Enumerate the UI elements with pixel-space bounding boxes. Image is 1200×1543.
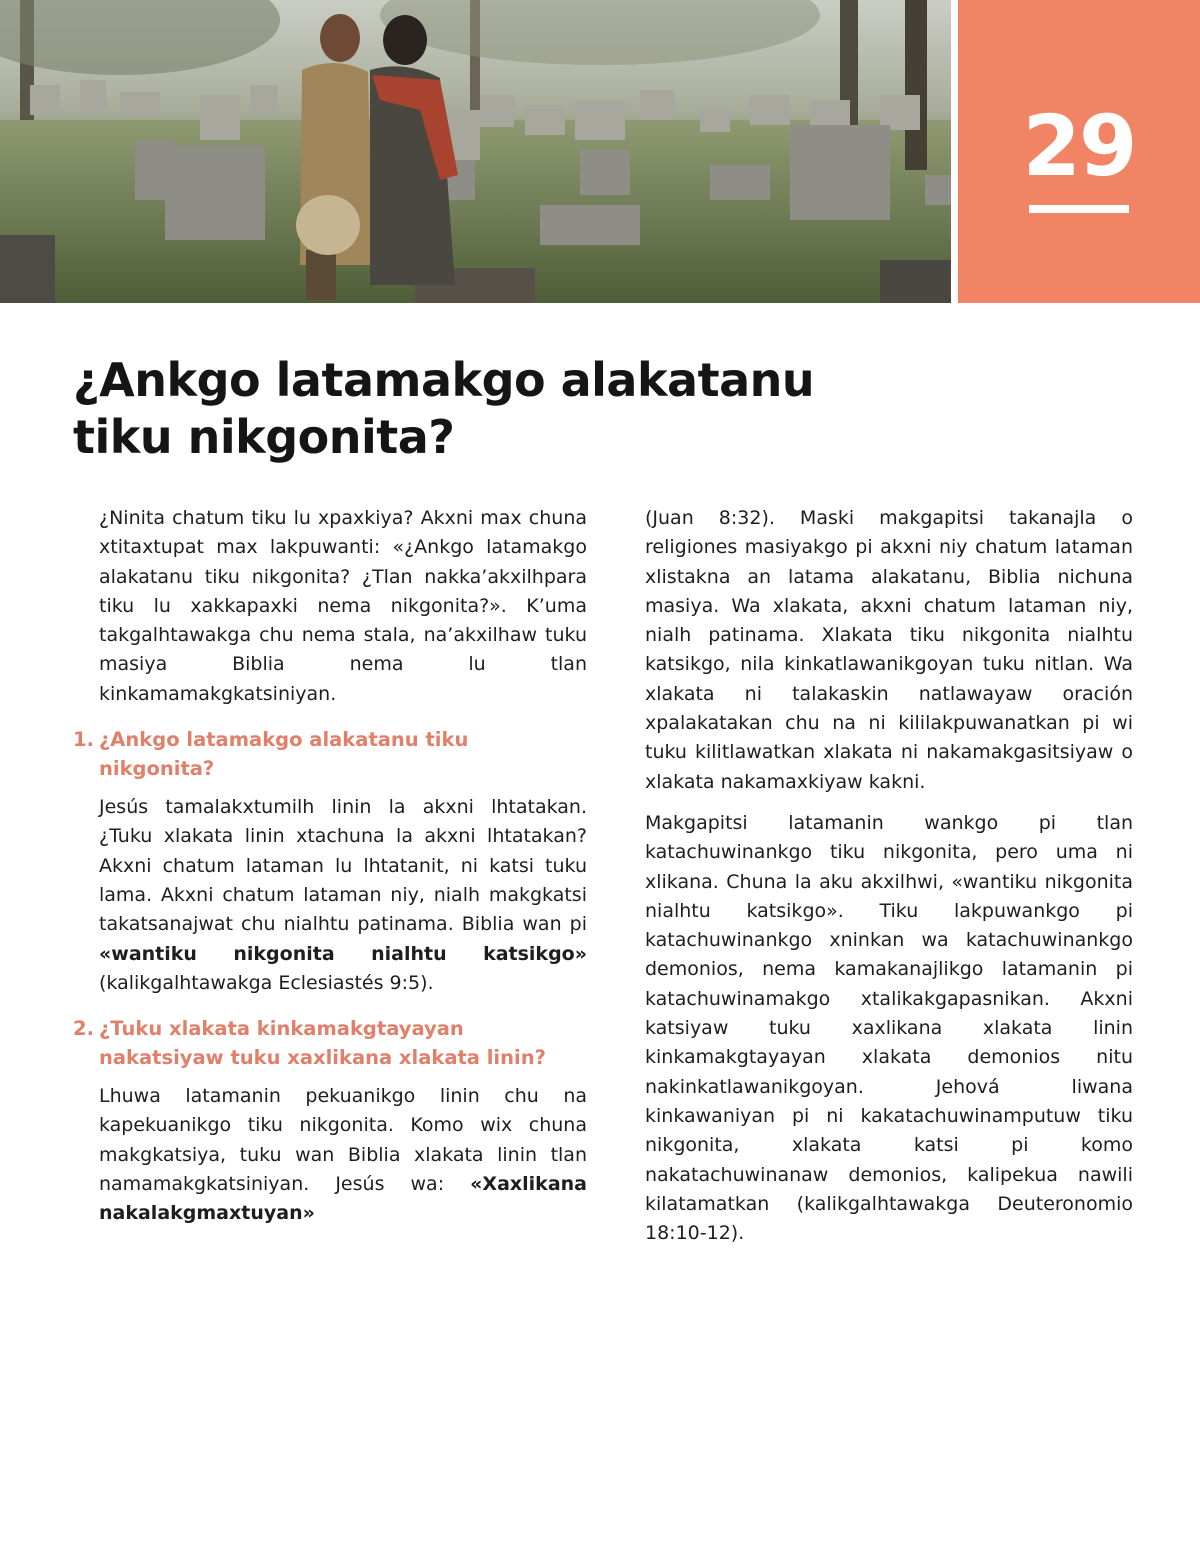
intro-paragraph: ¿Ninita chatum tiku lu xpaxkiya? Akxni max chuna xtitaxtupat max lakpuwanti: «¿Ankgo latamakgo alakatanu tiku nikgonita? ¿Tlan nakka’akxilhpara tiku lu xakkapaxki nema nikgonita?». K’uma takgalhtawakga chu nema stala, na’akxilhaw tuku masiya Biblia nema lu tlan kinkamamakgkatsiniyan. <box>99 507 587 705</box>
answer-2-paragraph-continued: (Juan 8:32). Maski makgapitsi takanajla o religiones masiyakgo pi akxni niy chatum lataman xlistakna an latama alakatanu, Biblia nichuna masiya. Wa xlakata, akxni chatum lataman niy, nialh patinama. Xlakata tiku nikgonita nialhtu katsikgo, nila kinkatlawanikgoyan tuku nitlan. Wa xlakata ni talakaskin natlawayaw oración xpalakatakan chu na ni kililakpuwanatkan pi wi tuku kilitlawatkan xlakata ni nakamakgasitsiyaw o xlakata nakamaxkiyaw kakni. <box>645 507 1133 793</box>
cemetery-photo-illustration <box>0 0 951 303</box>
right-column <box>645 504 1133 1260</box>
question-2-text: ¿Tuku xlakata kinkamakgtayayan nakatsiyaw tuku xaxlikana xlakata linin? <box>99 1017 546 1070</box>
answer-1-text-a: Jesús tamalakxtumilh linin la akxni lhtatakan. ¿Tuku xlakata linin xtachuna la akxni lhtatakan? Akxni chatum lataman lu lhtatanit, ni katsi tuku lama. Akxni chatum lataman niy, nialh makgkatsi takatsanajwat chu nialhtu patinama. Biblia wan pi <box>99 796 587 936</box>
page-title: ¿Ankgo latamakgo alakatanu tiku nikgonita? <box>73 353 815 464</box>
question-1-number: 1. <box>73 728 94 752</box>
header-photo <box>0 0 951 303</box>
question-1-text: ¿Ankgo latamakgo alakatanu tiku nikgonita? <box>99 728 469 781</box>
question-2 <box>73 1014 587 1072</box>
lesson-number-underline <box>1029 205 1129 213</box>
lesson-number: 29 <box>1022 97 1136 195</box>
left-column <box>73 504 587 1241</box>
question-2-number: 2. <box>73 1017 94 1041</box>
question-1 <box>73 725 587 783</box>
answer-1-quote: «wantiku nikgonita nialhtu katsikgo» <box>99 942 587 965</box>
answer-2-quote: «Xaxlikana nakalakgmaxtuyan» <box>99 1173 587 1225</box>
answer-1-paragraph <box>99 793 587 998</box>
answer-1-text-b: (kalikgalhtawakga Eclesiastés 9:5). <box>99 971 434 994</box>
answer-2-paragraph-2: Makgapitsi latamanin wankgo pi tlan katachuwinankgo tiku nikgonita, pero uma ni xlikana. Chuna la aku akxilhwi, «wantiku nikgonita nialhtu katsikgo». Tiku lakpuwankgo pi katachuwinankgo xninkan wa katachuwinankgo demonios, nema kamakanajlikgo latamanin pi katachuwinamakgo xtalikakgapasnikan. Akxni katsiyaw tuku xaxlikana xlakata linin kinkamakgtayayan xlakata demonios nitu nakinkatlawanikgoyan. Jehová liwana kinkawaniyan pi ni kakatachuwinamputuw tiku nikgonita, xlakata katsi pi komo nakatachuwinanaw demonios, kalipekua nawili kilatamatkan (kalikgalhtawakga Deuteronomio 18:10-12). <box>645 811 1133 1245</box>
answer-2-paragraph <box>99 1082 587 1228</box>
answer-2-text-a: Lhuwa latamanin pekuanikgo linin chu na kapekuanikgo tiku nikgonita. Komo wix chuna makgkatsiya, tuku wan Biblia xlakata linin tlan namamakgkatsiniyan. Jesús wa: <box>99 1085 587 1196</box>
lesson-number-badge <box>958 0 1200 303</box>
